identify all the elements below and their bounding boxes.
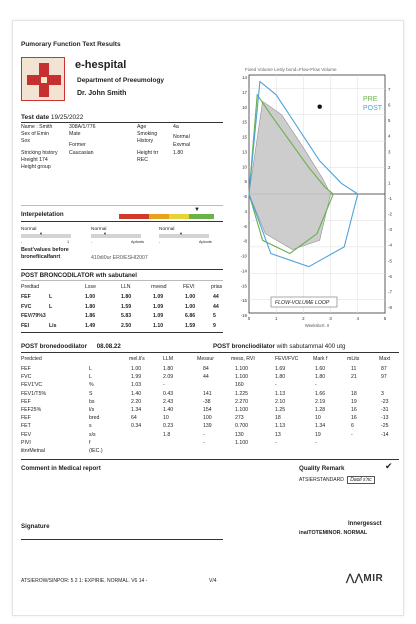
post-table-cell: 1.80 — [275, 374, 286, 381]
post-table-header: Messur — [197, 356, 215, 362]
mini-scale-label: Normal — [91, 227, 107, 232]
post-table-cell: 1.40 — [131, 390, 142, 397]
post-table-cell: FEF — [21, 366, 31, 372]
post-table-cell: 16 — [351, 415, 357, 422]
left-tick-label: 10 — [242, 104, 247, 110]
post-table-cell: 1.69 — [275, 366, 286, 372]
post-table-cell: FEV1'VC — [21, 382, 43, 389]
mini-scale-label: Normal — [21, 227, 37, 232]
post-table-header: mess, RVI — [231, 356, 255, 362]
post-table-header: LLM — [163, 356, 174, 362]
post-table-cell: 18 — [275, 415, 281, 422]
pre-table-cell: FEF — [21, 294, 31, 300]
post-table-cell: FEF25% — [21, 407, 42, 413]
post-table-cell: - — [203, 431, 205, 438]
post-table-cell: 1.40 — [163, 407, 174, 413]
post-table-cell: 1.66 — [315, 390, 326, 397]
post-table-header: mel.li's — [129, 356, 145, 362]
left-tick-label: 13 — [242, 149, 247, 155]
pre-table-cell: 1.59 — [185, 322, 196, 329]
right-tick-label: -8 — [388, 305, 392, 310]
post-table-cell: 84 — [203, 366, 209, 372]
check-icon: ✔ — [385, 461, 393, 471]
post-table-cell: - — [275, 382, 277, 389]
pre-table-cell: 9 — [213, 322, 216, 329]
post-table-cell: -23 — [381, 398, 389, 405]
pre-table-cell: FEI — [21, 322, 30, 329]
patient-label: Hreight 174 — [21, 156, 48, 163]
best-values-title: Best'values before bronefiicalfanrt — [21, 247, 69, 260]
patient-value: Exvmal — [173, 142, 191, 149]
mini-scale-min: - — [91, 240, 93, 244]
left-tick-label: -15 — [240, 298, 247, 304]
post-table-cell: 154 — [203, 407, 212, 413]
post-table-cell: 19 — [351, 398, 357, 405]
patient-label: Name : Smith — [21, 124, 53, 130]
x-tick-label: 5 — [383, 316, 387, 321]
department: Department of Preeumology — [77, 77, 165, 84]
pre-table-cell: L — [49, 294, 53, 300]
mini-scale-min: - — [159, 240, 161, 244]
post-table-cell: FEF — [21, 415, 31, 422]
pre-table-cell: 1.09 — [153, 313, 164, 319]
patient-label: Smoking — [137, 131, 158, 138]
post-table-cell: 1.13 — [275, 390, 286, 397]
post-table-cell: 0.700 — [235, 423, 248, 430]
interpretation-marker-icon: ▼ — [194, 207, 200, 213]
patient-value: 1.80 — [173, 149, 184, 156]
quality-remark-label: Quality Remark — [299, 465, 345, 472]
patient-value: Normal — [173, 134, 190, 141]
patient-value: 4a — [173, 124, 179, 130]
signature-label: Signature — [21, 523, 50, 530]
right-tick-label: -2 — [388, 211, 392, 217]
hospital-name: e-hespital — [75, 59, 127, 71]
right-tick-label: 1 — [388, 180, 391, 186]
pre-table-cell: 1.80 — [121, 294, 132, 300]
patient-label: History — [137, 138, 154, 145]
right-tick-label: 4 — [388, 133, 391, 139]
x-tick-label: 2 — [302, 316, 305, 321]
pre-table-cell: 1.49 — [85, 322, 96, 329]
left-tick-label: -5 — [243, 194, 247, 199]
mini-scale-max: Apfonts — [131, 240, 144, 244]
pre-table-title: POST BRONCODILATOR wth sabutanel — [21, 272, 137, 279]
pre-table-header: Predtad — [21, 284, 40, 290]
post-table-cell: 1.100 — [235, 439, 248, 446]
post-table-cell: 44 — [203, 374, 209, 381]
legend-pre: PRE — [363, 96, 378, 103]
report-page — [12, 20, 404, 616]
post-table-cell: l/s — [89, 407, 95, 413]
right-tick-label: 7 — [388, 87, 391, 92]
post-table-header: Mark f — [313, 356, 328, 362]
post-table-cell: 11 — [351, 366, 357, 372]
post-table-cell: -25 — [381, 423, 389, 430]
post-table-cell: 100 — [203, 415, 212, 422]
x-tick-label: 3 — [329, 316, 332, 321]
pre-table-cell: 1.10 — [153, 322, 164, 329]
post-table-cell: 1.100 — [235, 366, 248, 372]
post-table-cell: 2.43 — [163, 398, 174, 405]
post-table-cell: FEF — [21, 398, 31, 405]
patient-value: 308A/1/776 — [69, 124, 96, 130]
pre-table-cell: 1.00 — [185, 294, 196, 300]
patient-info-values-left — [69, 124, 129, 157]
patient-label: Age — [137, 124, 147, 130]
pre-table-cell: 2.50 — [121, 322, 132, 329]
post-table-cell: bs — [89, 398, 95, 405]
patient-label: Stricking history — [21, 149, 58, 156]
quality-signature: Daoil s'ric — [347, 476, 375, 484]
pre-table-header: rnvesd — [151, 284, 167, 290]
footer-left: ATSIEROW/SINPOR: 5 2 1: EXPIRIE. NORMAL. V6 14 - — [21, 578, 148, 584]
post-table-cell: 1.225 — [235, 390, 248, 397]
pre-table-cell: 5.83 — [121, 313, 132, 319]
quality-standard: ATSIERSTANDARD Daoil s'ric — [299, 477, 375, 483]
post-table-cell: 1.34 — [131, 407, 142, 413]
left-tick-label: -16 — [240, 283, 247, 289]
left-tick-label: -14 — [240, 268, 247, 274]
patient-label: Height trr — [137, 149, 159, 156]
right-tick-label: 6 — [388, 102, 391, 108]
patient-label: Sox — [21, 138, 30, 145]
report-title: Pumorary Function Text Results — [21, 41, 121, 48]
hospital-logo — [21, 57, 65, 101]
post-table-cell: 6 — [351, 423, 354, 430]
patient-value: Mate — [69, 131, 81, 138]
post-table-cell: - — [351, 431, 353, 438]
patient-value: Former — [69, 142, 86, 149]
pre-table-header: prias — [211, 284, 223, 290]
post-table-cell: 2.09 — [163, 374, 174, 381]
post-table-cell: -31 — [381, 407, 389, 413]
post-table-cell: 2.20 — [131, 398, 142, 405]
post-table-cell: % — [89, 382, 94, 389]
post-table-title-left: POST bronedoodilator 08.08.22 — [21, 343, 121, 350]
post-table-cell: FEV — [21, 431, 32, 438]
flow-volume-chart — [235, 63, 401, 343]
left-tick-label: -8 — [243, 238, 247, 244]
post-table-cell: 10 — [315, 415, 321, 422]
signature-right-line2: inaiTOTEMINOR. NORMAL — [299, 530, 368, 536]
post-table-cell: 2.19 — [315, 398, 326, 405]
mini-scale-max: 1 — [67, 240, 70, 244]
pre-table-cell: FEV/79%3 — [21, 313, 46, 319]
right-tick-label: 5 — [388, 118, 391, 124]
right-tick-label: 2 — [388, 164, 391, 170]
left-tick-label: 5 — [244, 179, 247, 185]
best-values: 410di0ur ER0/ESHI2007 — [91, 255, 148, 261]
right-tick-label: -1 — [388, 196, 392, 201]
post-table-cell: 21 — [351, 374, 357, 381]
post-table-cell: 273 — [235, 415, 244, 422]
x-axis-label: Weeksbcrt. II — [304, 323, 330, 328]
post-table-cell: (IEC.) — [89, 448, 103, 454]
patient-label: REC — [137, 156, 148, 163]
post-table-cell: PIVI — [21, 439, 31, 446]
right-tick-label: -5 — [388, 258, 392, 264]
post-table-cell: 2.10 — [275, 398, 286, 405]
x-tick-label: 4 — [356, 316, 360, 321]
post-table-cell: 10 — [163, 415, 169, 422]
post-table-cell: - — [315, 439, 317, 446]
x-tick-label: 1 — [274, 316, 278, 321]
post-table-header: Maxt — [379, 356, 391, 362]
post-table-cell: FEV1/T5% — [21, 390, 47, 397]
pre-table-cell: 44 — [213, 303, 219, 310]
interpretation-title: Interpeletation — [21, 211, 64, 218]
patient-info-values-right — [173, 124, 223, 157]
post-table-cell: 1.100 — [235, 407, 248, 413]
post-table-cell: 0.23 — [163, 423, 174, 430]
pre-table-cell: Lis — [49, 322, 57, 329]
post-table-header: FEVI/FVC — [275, 356, 299, 362]
post-table-cell: 1.28 — [315, 407, 326, 413]
left-tick-label: 15 — [242, 119, 247, 125]
left-tick-label: 17 — [242, 89, 247, 95]
post-table-cell: 139 — [203, 423, 212, 430]
post-table-cell: -14 — [381, 431, 389, 438]
mini-scale-label: Normal — [159, 227, 175, 232]
x-tick-label: 0 — [247, 316, 251, 321]
post-table-cell: 1.60 — [315, 366, 326, 372]
post-table-cell: 1.80 — [315, 374, 326, 381]
post-table-cell: 141 — [203, 390, 212, 397]
post-table-cell: iitnrMetnal — [21, 448, 45, 454]
marker-point — [318, 105, 322, 109]
post-table-cell: S — [89, 390, 93, 397]
post-table-cell: - — [275, 439, 277, 446]
post-table-cell: f — [89, 439, 91, 446]
left-tick-label: 4 — [244, 208, 247, 214]
flow-volume-plot — [235, 63, 401, 343]
post-table-cell: 3 — [381, 390, 384, 397]
mini-scale-min: - — [21, 240, 23, 244]
pre-table-cell: 1.00 — [85, 294, 96, 300]
post-table-cell: - — [315, 382, 317, 389]
left-tick-label: -6 — [243, 223, 247, 229]
post-table-cell: -38 — [203, 398, 211, 405]
post-table-cell: 13 — [275, 431, 281, 438]
patient-label: Height group — [21, 164, 51, 171]
mini-scale-3: Normal ▼ - Aploots — [159, 227, 212, 244]
post-table-cell: 0.34 — [131, 423, 142, 430]
left-tick-label: 15 — [242, 134, 247, 140]
patient-value: Caucasian — [69, 149, 94, 156]
post-table-cell: 160 — [235, 382, 244, 389]
post-table-cell: FET — [21, 423, 31, 430]
pre-table-cell: 1.00 — [185, 303, 196, 310]
post-table-cell: 1.13 — [275, 423, 286, 430]
chart-subtitle: FLOW-VOLUME LOOP — [275, 300, 330, 306]
signature-right-line1: Innergessct — [348, 521, 382, 527]
post-table-cell: 1.100 — [235, 374, 248, 381]
comment-label: Comment in Medical report — [21, 465, 101, 472]
post-table-cell: 19 — [315, 431, 321, 438]
post-table-cell: 1.25 — [275, 407, 286, 413]
test-date-value: 19/25/2022 — [50, 114, 84, 121]
pre-table-cell: 1.59 — [121, 303, 132, 310]
post-table-cell: 64 — [131, 415, 137, 422]
pre-table-header: LLN — [121, 284, 131, 290]
post-table-cell: 16 — [351, 407, 357, 413]
post-table-cell: 97 — [381, 374, 387, 381]
pre-table-cell: 1.86 — [85, 313, 96, 319]
pre-table-cell: 5 — [213, 313, 216, 319]
mini-scale-1: Normal ▼ - 1 — [21, 227, 70, 244]
pre-table-cell: 6.86 — [185, 313, 196, 319]
post-table-cell: bred — [89, 415, 100, 422]
post-table-cell: 1.00 — [131, 366, 142, 372]
post-table-header: mLits — [347, 356, 360, 362]
pre-table-cell: FVC — [21, 303, 32, 310]
legend-post: POST — [363, 105, 383, 112]
post-table-title-right: POST broncliodilator with sabutammal 400 utg — [213, 343, 346, 350]
right-tick-label: 3 — [388, 149, 391, 155]
mini-scale-2: Normal ▼ - Apfonts — [91, 227, 144, 244]
mir-logo-icon: ⋀⋀ — [346, 573, 364, 584]
pre-table-cell: 1.09 — [153, 303, 164, 310]
post-table-cell: - — [203, 439, 205, 446]
post-table-cell: L — [89, 374, 92, 381]
doctor-name: Dr. John Smith — [77, 90, 127, 97]
post-table-cell: 1.34 — [315, 423, 326, 430]
post-table-cell: 18 — [351, 390, 357, 397]
pre-table-cell: L — [49, 303, 53, 310]
mir-logo: ⋀⋀MIR — [346, 573, 384, 584]
interpretation-scale — [119, 214, 214, 219]
post-table-cell: 0.43 — [163, 390, 174, 397]
post-table-cell: 2.270 — [235, 398, 248, 405]
left-tick-label: -10 — [240, 253, 247, 259]
test-date-label: Test date — [21, 114, 50, 121]
post-table-cell: -13 — [381, 415, 389, 422]
post-table-cell: - — [163, 382, 165, 389]
post-table-cell: FVC — [21, 374, 32, 381]
pre-table-header: Lsse — [85, 284, 96, 290]
post-table-cell: 1.03 — [131, 382, 142, 389]
pre-table-cell: 44 — [213, 294, 219, 300]
post-table-cell: 87 — [381, 366, 387, 372]
chart-title: Fixed Volume Lesly bond=Flow-Flow Volume — [245, 67, 337, 72]
mini-scale-max: Aploots — [199, 240, 212, 244]
pre-table-cell: 1.09 — [153, 294, 164, 300]
pre-table-header: FEVI — [183, 284, 195, 290]
post-table-header: Predcted — [21, 356, 42, 362]
left-tick-label: 10 — [242, 164, 247, 170]
post-table-cell: L — [89, 366, 92, 372]
post-table-cell: 1.80 — [163, 366, 174, 372]
post-table-cell: 1.8 — [163, 431, 171, 438]
left-tick-label: -19 — [240, 313, 247, 318]
post-table-cell: s/s — [89, 431, 96, 438]
left-tick-label: 14 — [242, 75, 247, 80]
post-table-cell: 1.99 — [131, 374, 142, 381]
post-table-cell: 130 — [235, 431, 244, 438]
footer-page: V/4 — [209, 578, 217, 584]
right-tick-label: -6 — [388, 273, 392, 279]
pre-table-cell: 1.80 — [85, 303, 96, 310]
right-tick-label: -3 — [388, 227, 392, 233]
patient-label: Sex of Emin — [21, 131, 49, 138]
post-table-cell: s — [89, 423, 92, 430]
right-tick-label: -7 — [388, 289, 392, 295]
right-tick-label: -4 — [388, 242, 392, 248]
test-date — [21, 114, 83, 121]
